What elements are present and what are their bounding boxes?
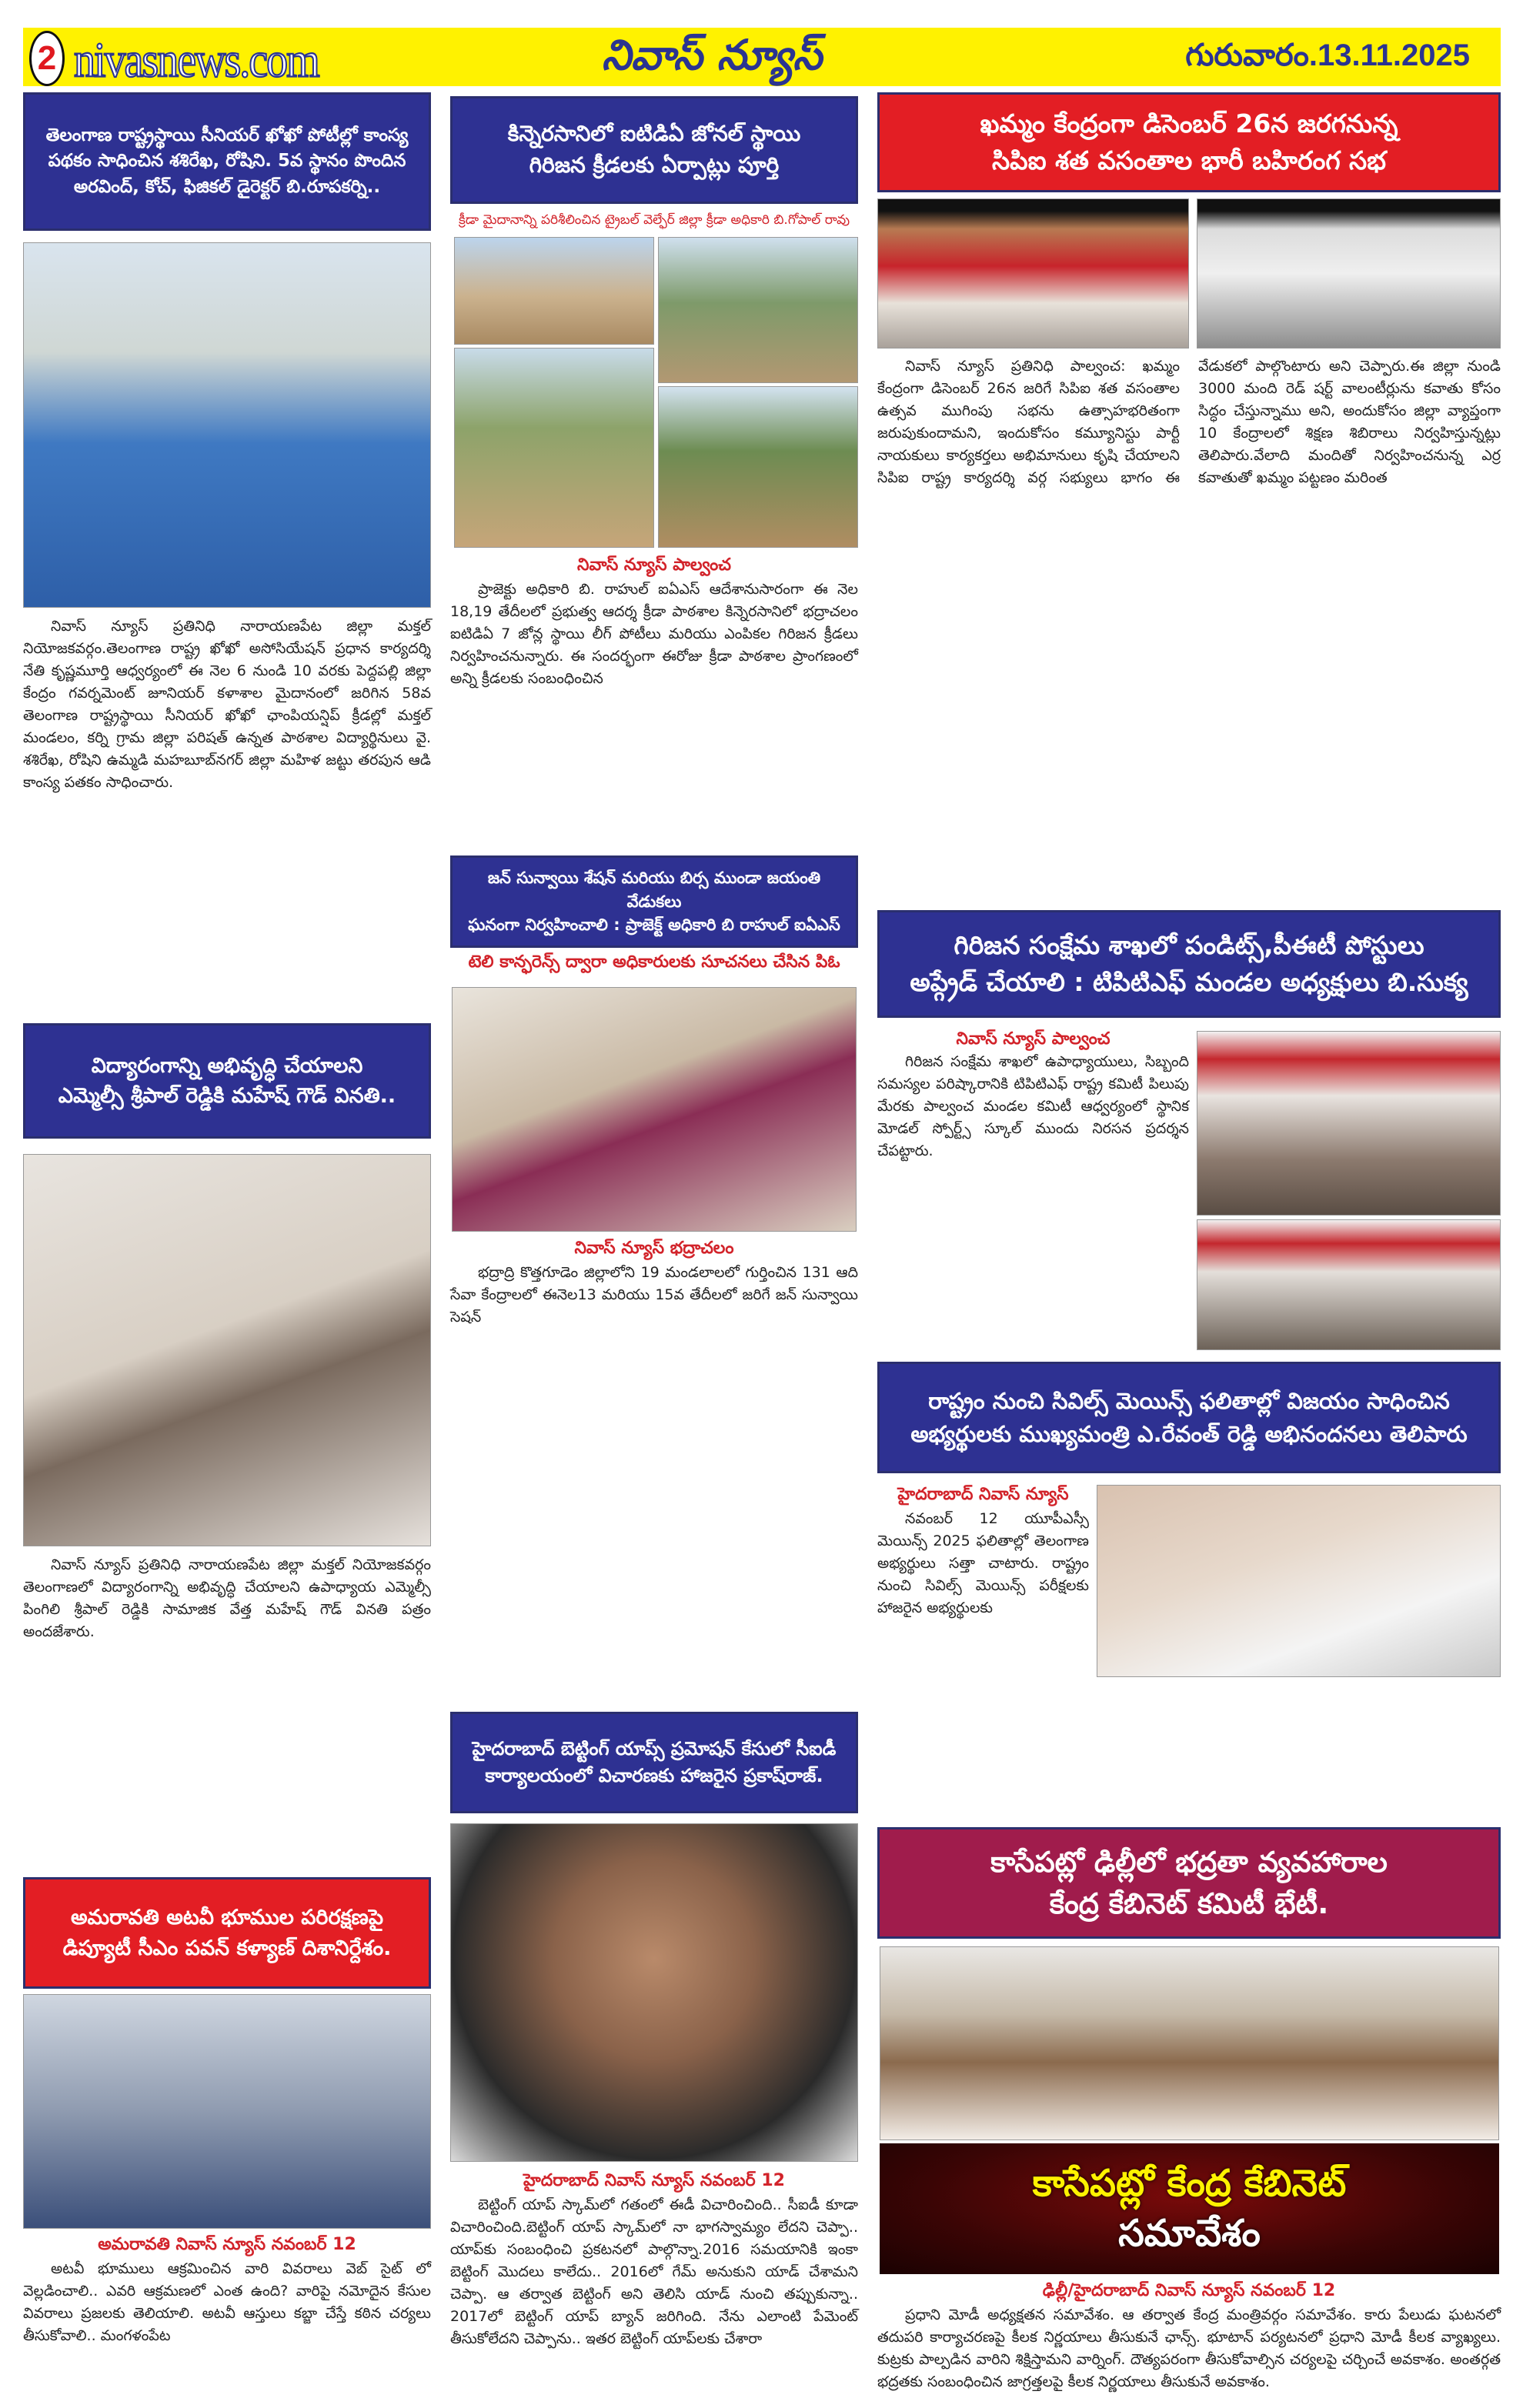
photo-caption: క్రీడా మైదానాన్ని పరిశీలించిన ట్రైబల్ వెల్ఫేర్ జిల్లా క్రీడా అధికారి బి.గోపాల్ రావు — [458, 212, 850, 228]
headline-line: కిన్నెరసానిలో ఐటిడిఏ జోనల్ స్థాయి — [507, 121, 801, 147]
dateline: నివాస్ న్యూస్ పాల్వంచ — [577, 555, 731, 575]
headline-line: హైదరాబాద్ బెట్టింగ్ యాప్స్ ప్రమోషన్ కేసులో సీఐడీ — [472, 1738, 837, 1760]
headline-jan-sunwai — [450, 855, 858, 948]
dateline: నివాస్ న్యూస్ భద్రాచలం — [574, 1239, 734, 1258]
headline-amaravati — [23, 1877, 431, 1989]
headline-line: అభ్యర్థులకు ముఖ్యమంత్రి ఎ.రేవంత్ రెడ్డి అభినందనలు తెలిపారు — [910, 1420, 1468, 1447]
headline-line: గిరిజన సంక్షేమ శాఖలో పండిట్స్,పీఈటీ పోస్టులు — [954, 930, 1424, 961]
paragraph: ప్రధాని మోడీ అధ్యక్షతన సమావేశం. ఆ తర్వాత కేంద్ర మంత్రివర్గం సమావేశం. కారు పేలుడు ఘటనలో తదుపరి కార్యాచరణపై కీలక నిర్ణయాలు తీసుకునే ఛాన్స్. భూటాన్ పర్యటనలో ప్రధాని మోడీ కీలక వ్యాఖ్యలు. కుట్రకు పాల్పడిన వారిని శిక్షిస్తామని వార్నింగ్. దౌత్యపరంగా తీసుకోవాల్సిన చర్యలపై చర్చించే అవకాశం. అంతర్గత భద్రతకు సంబంధించిన జాగ్రత్తలపై కీలక నిర్ణయాలు తీసుకునే అవకాశం. — [877, 2306, 1501, 2390]
cabinet-banner — [880, 2143, 1499, 2274]
paragraph: నవంబర్ 12 యూపీఎస్సీ మెయిన్స్ 2025 ఫలితాల్లో తెలంగాణ అభ్యర్థులు సత్తా చాటారు. రాష్ట్రం నుంచి సివిల్స్ మెయిన్స్ పరీక్షలకు హాజరైన అభ్యర్థులకు — [877, 1510, 1089, 1616]
subheadline: టెలి కాన్ఫరెన్స్ ద్వారా అధికారులకు సూచనలు చేసిన పిఓ — [468, 952, 840, 972]
headline-line: గిరిజన క్రీడలకు ఏర్పాట్లు పూర్తి — [529, 152, 780, 178]
dateline: అమరావతి నివాస్ న్యూస్ నవంబర్ 12 — [98, 2235, 356, 2254]
headline-line: ఘనంగా నిర్వహించాలి : ప్రాజెక్ట్ అధికారి బి రాహుల్ ఐఏఎస్ — [468, 916, 840, 935]
headline-line: తెలంగాణ రాష్ట్రస్థాయి సీనియర్ ఖోఖో పోటీల్లో కాంస్య — [45, 125, 409, 145]
sports-ground-photo-2 — [658, 237, 858, 383]
page-number: 2 — [29, 31, 65, 86]
cpi-meeting-photo-1 — [877, 198, 1189, 349]
issue-date: గురువారం.13.11.2025 — [1185, 38, 1470, 72]
tptf-protest-photo-1 — [1197, 1031, 1501, 1216]
headline-line: డిప్యూటీ సీఎం పవన్ కళ్యాణ్ దిశానిర్దేశం. — [62, 1936, 392, 1960]
paragraph: నివాస్ న్యూస్ ప్రతినిధి నారాయణపేట జిల్లా మక్తల్ నియోజకవర్గం.తెలంగాణ రాష్ట్ర ఖోఖో అసోసియేషన్ ప్రధాన కార్యదర్శి నేతి కృష్ణమూర్తి ఆధ్వర్యంలో ఈ నెల 6 నుండి 10 వరకు పెద్దపల్లి జిల్లా కేంద్రం గవర్నమెంట్ జూనియర్ కళాశాల మైదానంలో జరిగిన 58వ తెలంగాణ రాష్ట్రస్థాయి సీనియర్ ఖోఖో ఛాంపియన్షిప్ క్రీడల్లో మక్తల్ మండలం, కర్ని గ్రామ జిల్లా పరిషత్ ఉన్నత పాఠశాల విద్యార్థినులు వై. శశిరేఖ, రోషిని ఉమ్మడి మహబూబ్‌నగర్ జిల్లా మహిళ జట్టు తరపున ఆడి కాంస్య పతకం సాధించారు. — [23, 618, 431, 791]
cpi-meeting-photo-2 — [1197, 198, 1501, 349]
headline-line: విద్యారంగాన్ని అభివృద్ధి చేయాలని — [91, 1053, 363, 1078]
masthead — [23, 28, 1501, 86]
headline-betting-case — [450, 1712, 858, 1813]
paragraph: అటవీ భూములు ఆక్రమించిన వారి వివరాలు వెబ్ సైట్ లో వెల్లడించాలి.. ఎవరి ఆక్రమణలో ఎంత ఉంది? వారిపై నమోదైన కేసుల వివరాలు ప్రజలకు తెలియాలి. అటవీ ఆస్తులు కబ్జా చేస్తే కఠిన చర్యలు తీసుకోవాలి.. మంగళంపేట — [23, 2260, 431, 2344]
dateline: హైదరాబాద్ నివాస్ న్యూస్ — [897, 1485, 1069, 1504]
dateline: ఢిల్లీ/హైదరాబాద్ నివాస్ న్యూస్ నవంబర్ 12 — [1042, 2281, 1336, 2300]
sports-ground-photo-3 — [454, 348, 654, 548]
headline-line: కాసేపట్లో ఢిల్లీలో భద్రతా వ్యవహారాల — [990, 1845, 1388, 1879]
headline-line: జన్ సున్వాయి శేషన్ మరియు బిర్స ముండా జయంతి వేడుకలు — [487, 869, 821, 911]
headline-line: ఎమ్మెల్సీ శ్రీపాల్ రెడ్డికి మహేష్ గౌడ్ వినతి.. — [58, 1084, 396, 1108]
headline-cpi-rally — [877, 92, 1501, 192]
headline-cabinet-meeting — [877, 1827, 1501, 1939]
newspaper-logo: నివాస్ న్యూస్ — [601, 31, 823, 79]
mlc-meeting-photo — [23, 1154, 431, 1546]
article-body-kinnerasani — [450, 579, 858, 690]
sports-ground-photo-1 — [454, 237, 654, 345]
headline-line: ఖమ్మం కేంద్రంగా డిసెంబర్ 26న జరగనున్న — [980, 108, 1398, 139]
pawan-kalyan-photo — [23, 1994, 431, 2229]
article-body-amaravati — [23, 2258, 431, 2347]
paragraph: భద్రాద్రి కొత్తగూడెం జిల్లాలోని 19 మండలాలలో గుర్తించిన 131 ఆది సేవా కేంద్రాలలో ఈనెల13 మరియు 15వ తేదీలలో జరిగే జన్ సున్వాయి సెషన్ — [450, 1264, 858, 1326]
site-url[interactable]: nivasnews.com — [74, 33, 319, 88]
dateline: హైదరాబాద్ నివాస్ న్యూస్ నవంబర్ 12 — [523, 2171, 785, 2190]
article-body-pandit — [877, 1051, 1189, 1162]
headline-civils-results — [877, 1362, 1501, 1473]
paragraph: నివాస్ న్యూస్ ప్రతినిధి పాల్వంచ: ఖమ్మం కేంద్రంగా డిసెంబర్ 26న జరిగే సిపిఐ శత వసంతాల ఉత్సవ ముగింపు సభను ఉత్సాహభరితంగా జరుపుకుందామని, ఇందుకోసం కమ్యూనిస్టు పార్టీ నాయకులు కార్యకర్తలు అభిమానులు కృషి చేయాలని సిపిఐ రాష్ట్ర కార్యదర్శి వర్గ సభ్యులు భాగం ఈ వేడుకలో పాల్గొంటారు అని చెప్పారు.ఈ జిల్లా నుండి 3000 మంది రెడ్ షర్ట్ వాలంటీర్లును కవాతు కోసం సిద్ధం చేస్తున్నాము అని, అందుకోసం జిల్లా వ్యాప్తంగా 10 కేంద్రాలలో శిక్షణ శిబిరాలు నిర్వహిస్తున్నట్లు తెలిపారు.వేలాది మందితో నిర్వహించనున్న ఎర్ర కవాతుతో ఖమ్మం పట్టణం మరింత — [877, 358, 1501, 486]
headline-line: సిపిఐ శత వసంతాల భారీ బహిరంగ సభ — [992, 145, 1386, 175]
article-body-civils — [877, 1508, 1089, 1619]
paragraph: ప్రాజెక్టు అధికారి బి. రాహుల్ ఐఏఎస్ ఆదేశానుసారంగా ఈ నెల 18,19 తేదీలలో ప్రభుత్వ ఆదర్శ క్రీడా పాఠశాల కిన్నెరసానిలో భద్రాచలం ఐటిడిఏ 7 జోన్ల స్థాయి లీగ్ పోటీలు మరియు ఎంపికల గిరిజన క్రీడలు నిర్వహించనున్నారు. ఈ సందర్భంగా ఈరోజు క్రీడా పాఠశాల ప్రాంగణంలో అన్ని క్రీడలకు సంబంధించిన — [450, 581, 858, 687]
article-body-betting — [450, 2194, 858, 2350]
tptf-protest-photo-2 — [1197, 1219, 1501, 1350]
article-body-education — [23, 1554, 431, 1643]
paragraph: బెట్టింగ్ యాప్ స్కామ్‌లో గతంలో ఈడీ విచారించింది.. సీఐడీ కూడా విచారించింది.బెట్టింగ్ యాప్ స్కామ్‌లో నా భాగస్వామ్యం లేదని చెప్పా.. యాప్‌కు సంబంధించి ప్రకటనలో పాల్గొన్నా.2016 సమయానికి ఇంకా బెట్టింగ్ మొదలు కాలేదు.. 2016లో గేమ్ అనుకుని యాడ్ చేశామని చెప్పా. ఆ తర్వాత బెట్టింగ్ అని తెలిసి యాడ్ నుంచి తప్పుకున్నా.. 2017లో బెట్టింగ్ యాప్ బ్యాన్ జరిగింది. నేను ఎలాంటి పేమెంట్ తీసుకోలేదని చెప్పాను.. ఇతర బెట్టింగ్ యాప్‌లకు చేశారా — [450, 2196, 858, 2347]
banner-line: కాసేపట్లో కేంద్ర కేబినెట్ — [1032, 2162, 1347, 2206]
article-body-kho-kho — [23, 615, 431, 794]
cabinet-meeting-photo — [880, 1946, 1499, 2140]
headline-kho-kho — [23, 92, 431, 231]
headline-line: కేంద్ర కేబినెట్ కమిటీ భేటీ. — [1049, 1886, 1329, 1920]
headline-line: అప్గ్రేడ్ చేయాలి : టిపిటిఎఫ్ మండల అధ్యక్షులు బి.సుక్య — [910, 967, 1468, 997]
headline-line: రాష్ట్రం నుంచి సివిల్స్ మెయిన్స్ ఫలితాల్లో విజయం సాధించిన — [928, 1388, 1450, 1415]
dateline: నివాస్ న్యూస్ పాల్వంచ — [956, 1029, 1111, 1049]
headline-line: అమరావతి అటవీ భూముల పరిరక్షణపై — [70, 1906, 384, 1930]
prakash-raj-photo — [450, 1823, 858, 2162]
headline-education — [23, 1023, 431, 1139]
headline-line: పథకం సాధించిన శశిరేఖ, రోషిని. 5వ స్థానం పొందిన — [48, 151, 406, 172]
paragraph: నివాస్ న్యూస్ ప్రతినిధి నారాయణపేట జిల్లా మక్తల్ నియోజకవర్గం తెలంగాణలో విద్యారంగాన్ని అభివృద్ధి చేయాలని ఉపాధ్యాయ ఎమ్మెల్సీ పింగిలి శ్రీపాల్ రెడ్డికి సామాజిక వేత్త మహేష్ గౌడ్ వినతి పత్రం అందజేశారు. — [23, 1556, 431, 1640]
sports-ground-photo-4 — [658, 386, 858, 548]
banner-line: సమావేశం — [1118, 2212, 1261, 2255]
headline-line: కార్యాలయంలో విచారణకు హాజరైన ప్రకాష్‌రాజ్. — [485, 1765, 823, 1786]
project-officer-photo — [452, 987, 857, 1232]
kho-kho-players-photo — [23, 242, 431, 608]
article-body-jan-sunwai — [450, 1262, 858, 1329]
revanth-reddy-photo — [1097, 1485, 1501, 1677]
article-body-cpi — [877, 355, 1501, 489]
headline-line: అరవింద్, కోచ్, ఫిజికల్ డైరెక్టర్ బి.రూపకర్ని.. — [73, 176, 381, 197]
article-body-cabinet — [877, 2304, 1501, 2393]
headline-kinnerasani — [450, 96, 858, 204]
paragraph: గిరిజన సంక్షేమ శాఖలో ఉపాధ్యాయులు, సిబ్బంది సమస్యల పరిష్కారానికి టిపిటిఎఫ్ రాష్ట్ర కమిటీ పిలుపు మేరకు పాల్వంచ మండల కమిటీ ఆధ్వర్యంలో స్థానిక మోడల్ స్పోర్ట్స్ స్కూల్ ముందు నిరసన ప్రదర్శన చేపట్టారు. — [877, 1053, 1189, 1159]
headline-pandit-posts — [877, 910, 1501, 1018]
